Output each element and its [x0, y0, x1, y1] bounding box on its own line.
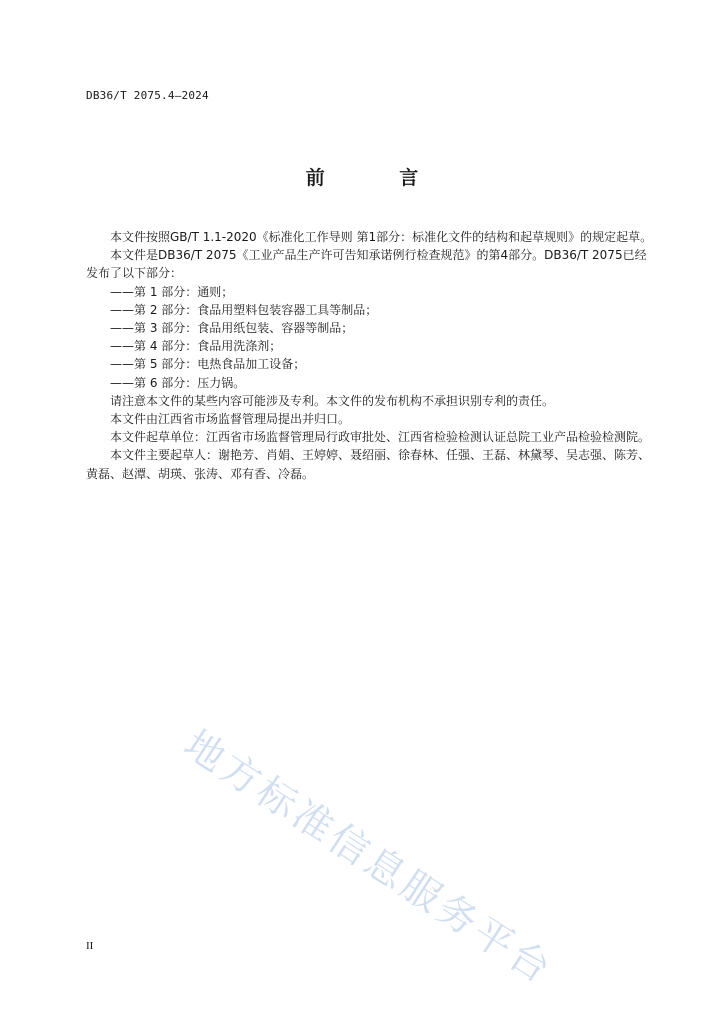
paragraph-drafting-units: 本文件起草单位：江西省市场监督管理局行政审批处、江西省检验检测认证总院工业产品检验检测院。 — [110, 430, 651, 445]
paragraph-series-intro: 本文件是DB36/T 2075《工业产品生产许可告知承诺例行检查规范》的第4部分。DB36/T 2075已经发布了以下部分： — [86, 248, 647, 281]
list-item-part-4: ——第 4 部分：食品用洗涤剂； — [110, 339, 282, 354]
list-item-part-2: ——第 2 部分：食品用塑料包装容器工具等制品； — [110, 302, 378, 317]
list-item-part-5: ——第 5 部分：电热食品加工设备； — [110, 357, 306, 372]
paragraph-drafting-rules: 本文件按照GB/T 1.1-2020《标准化工作导则 第1部分：标准化文件的结构和起草规则》的规定起草。 — [110, 230, 653, 244]
watermark-text: 地方标准信息服务平台 — [175, 722, 561, 995]
list-item-part-3: ——第 3 部分：食品用纸包装、容器等制品； — [110, 321, 354, 336]
list-item-part-6: ——第 6 部分：压力锅。 — [110, 375, 246, 390]
standard-code: DB36/T 2075.4—2024 — [86, 89, 209, 102]
list-item-part-1: ——第 1 部分：通则； — [110, 284, 234, 299]
page-title: 前 言 — [305, 167, 453, 189]
paragraph-drafters: 本文件主要起草人：谢艳芳、肖娟、王婷婷、聂绍丽、徐春林、任强、王磊、林黛琴、吴志强、陈芳、黄磊、赵潭、胡瑛、张涛、邓有香、冷磊。 — [86, 448, 651, 481]
foreword-body — [86, 228, 658, 483]
paragraph-patent-notice: 请注意本文件的某些内容可能涉及专利。本文件的发布机构不承担识别专利的责任。 — [110, 393, 555, 408]
page-number: II — [86, 940, 94, 952]
paragraph-proposer: 本文件由江西省市场监督管理局提出并归口。 — [110, 412, 351, 427]
